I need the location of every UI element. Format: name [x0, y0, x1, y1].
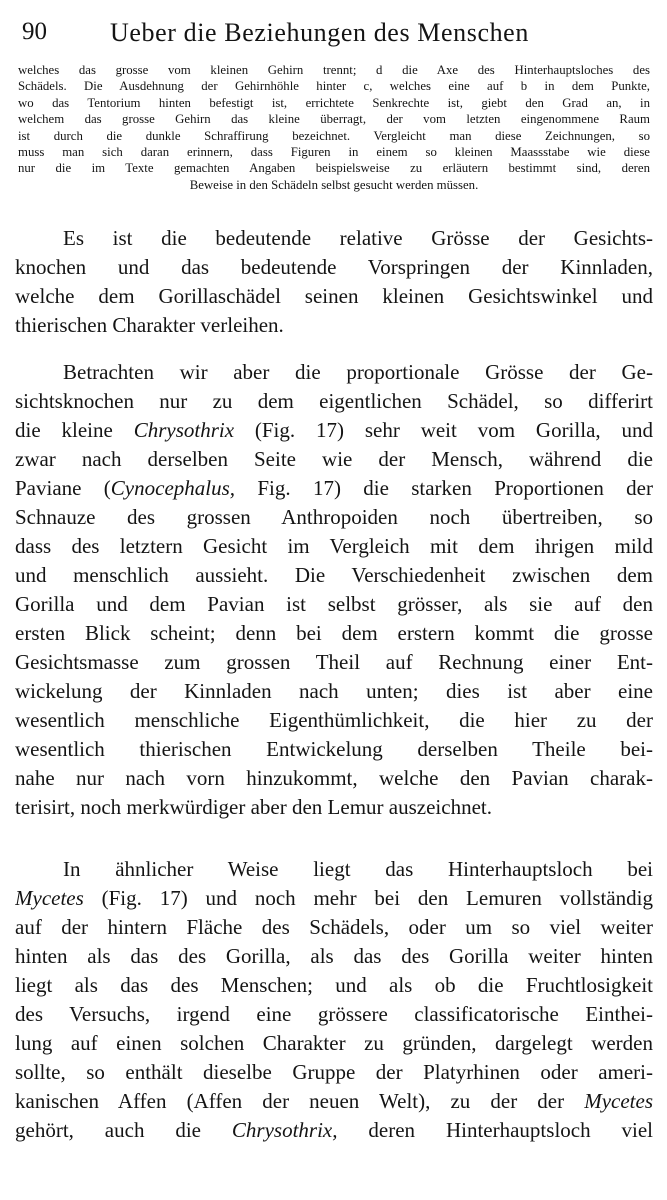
text-line: Es ist die bedeutende relative Grösse der Gesichts- — [63, 226, 653, 250]
figure-caption — [18, 62, 650, 193]
paragraph-1 — [15, 224, 653, 340]
text-line — [15, 474, 653, 503]
text-run: Paviane ( — [15, 476, 111, 500]
text-line: wesentlich menschliche Eigenthümlichkeit, die hier zu der — [15, 708, 653, 732]
caption-line: nur die im Texte gemachten Angaben beispielsweise zu erläutern bestimmt sind, deren — [18, 161, 650, 176]
text-line: knochen und das bedeutende Vorspringen der Kinnladen, — [15, 255, 653, 279]
species-name: Chrysothrix — [133, 418, 235, 442]
text-line: auf der hintern Fläche des Schädels, oder um so viel weiter — [15, 915, 653, 939]
paragraph-3 — [15, 855, 653, 1145]
caption-line: Schädels. Die Ausdehnung der Gehirnhöhle hinter c, welches eine auf b in dem Punkte, — [18, 79, 650, 94]
text-line: Gesichtsmasse zum grossen Theil auf Rechnung einer Ent- — [15, 650, 653, 674]
running-title: Ueber die Beziehungen des Menschen — [110, 18, 529, 47]
text-line: zwar nach derselben Seite wie der Mensch, während die — [15, 447, 653, 471]
text-line: sollte, so enthält dieselbe Gruppe der Platyrhinen oder ameri- — [15, 1060, 653, 1084]
caption-line: welches das grosse vom kleinen Gehirn trennt; d die Axe des Hinterhauptsloches des — [18, 63, 650, 77]
text-line: ersten Blick scheint; denn bei dem erstern kommt die grosse — [15, 621, 653, 645]
text-line: hinten als das des Gorilla, als das des Gorilla weiter hinten — [15, 944, 653, 968]
text-line: lung auf einen solchen Charakter zu gründen, dargelegt werden — [15, 1031, 653, 1055]
text-line: dass des letztern Gesicht im Vergleich mit dem ihrigen mild — [15, 534, 653, 558]
text-line: Schnauze des grossen Anthropoiden noch übertreiben, so — [15, 505, 653, 529]
text-line: nahe nur nach vorn hinzukommt, welche den Pavian charak- — [15, 766, 653, 790]
text-line — [15, 884, 653, 913]
text-run: die kleine — [15, 418, 134, 442]
text-line — [15, 1116, 653, 1145]
text-run: Fig. 17) die starken Proportionen der — [235, 476, 653, 500]
caption-line: wo das Tentorium hinten befestigt ist, errichtete Senkrechte ist, giebt den Grad an, in — [18, 95, 650, 110]
text-line — [15, 1087, 653, 1116]
text-line: und menschlich aussieht. Die Verschiedenheit zwischen dem — [15, 563, 653, 587]
genus-name: Mycetes — [15, 886, 84, 910]
paragraph-2 — [15, 358, 653, 822]
text-line: Gorilla und dem Pavian ist selbst grösser, als sie auf den — [15, 592, 653, 616]
text-run: deren Hinterhauptsloch viel — [337, 1118, 653, 1142]
text-run: (Fig. 17) sehr weit vom Gorilla, und — [234, 418, 653, 442]
text-line: terisirt, noch merkwürdiger aber den Lemur auszeichnet. — [15, 795, 492, 819]
text-run: (Fig. 17) und noch mehr bei den Lemuren vollständig — [83, 886, 653, 910]
genus-name: Mycetes — [584, 1089, 653, 1113]
text-line: des Versuchs, irgend eine grössere classificatorische Einthei- — [15, 1002, 653, 1026]
caption-line: welchem das grosse Gehirn das kleine überragt, der vom letzten eingenommene Raum — [18, 112, 650, 127]
caption-line: ist durch die dunkle Schraffirung bezeichnet. Vergleicht man diese Zeichnungen, so — [18, 128, 650, 143]
text-line: sichtsknochen nur zu dem eigentlichen Schädel, so differirt — [15, 389, 653, 413]
page-number: 90 — [22, 18, 47, 45]
text-line: liegt als das des Menschen; und als ob die Fruchtlosigkeit — [15, 973, 653, 997]
page-header — [22, 18, 645, 54]
text-line: welche dem Gorillaschädel seinen kleinen Gesichtswinkel und — [15, 284, 653, 308]
species-name: Chrysothrix, — [231, 1118, 338, 1142]
text-run: gehört, auch die — [15, 1118, 232, 1142]
genus-name: Cynocephalus, — [110, 476, 236, 500]
text-line: Betrachten wir aber die proportionale Grösse der Ge- — [63, 360, 653, 384]
text-line — [15, 416, 653, 445]
text-line: In ähnlicher Weise liegt das Hinterhauptsloch bei — [63, 857, 653, 881]
text-line: wickelung der Kinnladen nach unten; dies ist aber eine — [15, 679, 653, 703]
caption-line: Beweise in den Schädeln selbst gesucht werden müssen. — [189, 177, 479, 192]
text-line: thierischen Charakter verleihen. — [15, 313, 284, 337]
text-run: kanischen Affen (Affen der neuen Welt), zu der der — [15, 1089, 585, 1113]
caption-line: muss man sich daran erinnern, dass Figuren in einem so kleinen Maassstabe wie diese — [18, 144, 650, 159]
text-line: wesentlich thierischen Entwickelung derselben Theile bei- — [15, 737, 653, 761]
